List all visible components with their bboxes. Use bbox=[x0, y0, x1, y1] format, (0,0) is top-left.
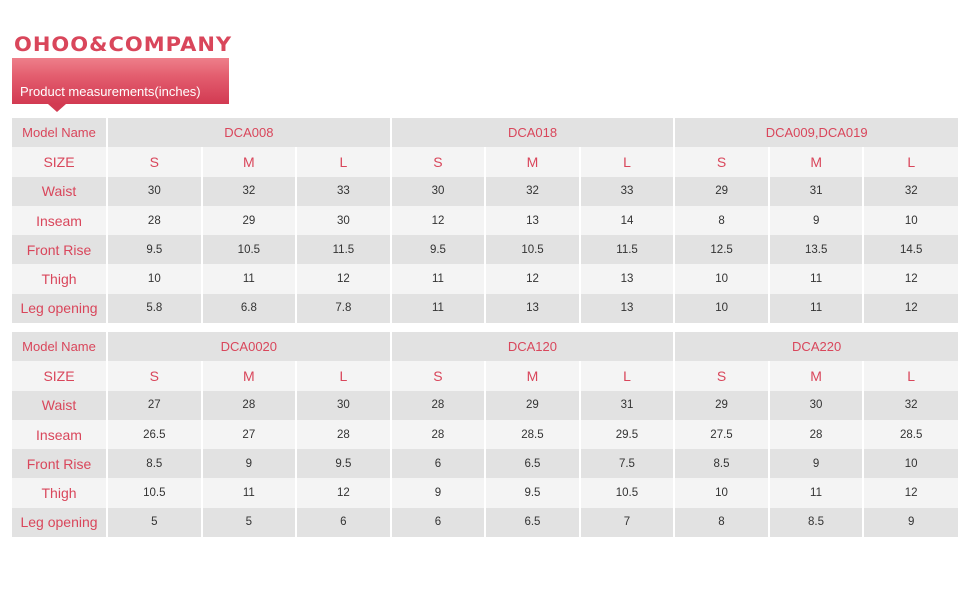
table-row bbox=[12, 147, 958, 176]
table-row bbox=[12, 361, 958, 390]
leg-opening-cell: 5 bbox=[107, 508, 202, 537]
size-cell: L bbox=[863, 361, 958, 390]
inseam-cell: 27.5 bbox=[674, 420, 769, 449]
inseam-cell: 26.5 bbox=[107, 420, 202, 449]
size-cell: S bbox=[674, 361, 769, 390]
size-cell: S bbox=[391, 361, 486, 390]
inseam-cell: 29.5 bbox=[580, 420, 675, 449]
size-cell: M bbox=[769, 361, 864, 390]
front-rise-cell: 14.5 bbox=[863, 235, 958, 264]
waist-cell: 32 bbox=[485, 177, 580, 206]
inseam-cell: 8 bbox=[674, 206, 769, 235]
thigh-label: Thigh bbox=[12, 264, 107, 293]
leg-opening-cell: 7 bbox=[580, 508, 675, 537]
size-cell: M bbox=[202, 361, 297, 390]
inseam-cell: 29 bbox=[202, 206, 297, 235]
thigh-cell: 13 bbox=[580, 264, 675, 293]
inseam-label: Inseam bbox=[12, 206, 107, 235]
waist-cell: 29 bbox=[674, 391, 769, 420]
model-header: DCA009,DCA019 bbox=[674, 118, 958, 147]
leg-opening-cell: 10 bbox=[674, 294, 769, 323]
thigh-cell: 11 bbox=[391, 264, 486, 293]
thigh-cell: 10 bbox=[107, 264, 202, 293]
inseam-cell: 28 bbox=[296, 420, 391, 449]
waist-cell: 32 bbox=[202, 177, 297, 206]
waist-cell: 28 bbox=[391, 391, 486, 420]
leg-opening-cell: 9 bbox=[863, 508, 958, 537]
waist-cell: 30 bbox=[107, 177, 202, 206]
thigh-cell: 11 bbox=[202, 264, 297, 293]
inseam-cell: 28 bbox=[391, 420, 486, 449]
front-rise-cell: 9.5 bbox=[107, 235, 202, 264]
banner-notch bbox=[48, 104, 66, 112]
table-row bbox=[12, 235, 958, 264]
inseam-cell: 28.5 bbox=[863, 420, 958, 449]
front-rise-cell: 12.5 bbox=[674, 235, 769, 264]
leg-opening-cell: 11 bbox=[391, 294, 486, 323]
size-cell: M bbox=[485, 361, 580, 390]
inseam-cell: 9 bbox=[769, 206, 864, 235]
waist-cell: 32 bbox=[863, 391, 958, 420]
thigh-cell: 12 bbox=[296, 478, 391, 507]
leg-opening-cell: 12 bbox=[863, 294, 958, 323]
size-cell: S bbox=[391, 147, 486, 176]
leg-opening-cell: 6.8 bbox=[202, 294, 297, 323]
model-header: DCA008 bbox=[107, 118, 391, 147]
front-rise-cell: 9 bbox=[769, 449, 864, 478]
leg-opening-cell: 13 bbox=[485, 294, 580, 323]
waist-cell: 33 bbox=[296, 177, 391, 206]
waist-cell: 32 bbox=[863, 177, 958, 206]
leg-opening-cell: 6 bbox=[296, 508, 391, 537]
size-cell: L bbox=[296, 147, 391, 176]
measurements-banner bbox=[12, 58, 229, 104]
front-rise-cell: 9.5 bbox=[391, 235, 486, 264]
thigh-label: Thigh bbox=[12, 478, 107, 507]
leg-opening-cell: 6.5 bbox=[485, 508, 580, 537]
leg-opening-cell: 8 bbox=[674, 508, 769, 537]
size-label: SIZE bbox=[12, 361, 107, 390]
thigh-cell: 10 bbox=[674, 264, 769, 293]
thigh-cell: 10.5 bbox=[107, 478, 202, 507]
front-rise-cell: 6.5 bbox=[485, 449, 580, 478]
thigh-cell: 11 bbox=[769, 478, 864, 507]
thigh-cell: 11 bbox=[202, 478, 297, 507]
model-header: DCA018 bbox=[391, 118, 675, 147]
size-label: SIZE bbox=[12, 147, 107, 176]
thigh-cell: 9.5 bbox=[485, 478, 580, 507]
table-row bbox=[12, 478, 958, 507]
front-rise-cell: 10 bbox=[863, 449, 958, 478]
leg-opening-cell: 7.8 bbox=[296, 294, 391, 323]
front-rise-label: Front Rise bbox=[12, 449, 107, 478]
waist-cell: 30 bbox=[391, 177, 486, 206]
leg-opening-cell: 6 bbox=[391, 508, 486, 537]
size-cell: L bbox=[580, 361, 675, 390]
front-rise-cell: 8.5 bbox=[674, 449, 769, 478]
thigh-cell: 11 bbox=[769, 264, 864, 293]
size-cell: M bbox=[769, 147, 864, 176]
model-header: DCA0020 bbox=[107, 332, 391, 361]
thigh-cell: 12 bbox=[863, 478, 958, 507]
leg-opening-label: Leg opening bbox=[12, 508, 107, 537]
waist-cell: 28 bbox=[202, 391, 297, 420]
waist-label: Waist bbox=[12, 391, 107, 420]
leg-opening-cell: 8.5 bbox=[769, 508, 864, 537]
leg-opening-cell: 13 bbox=[580, 294, 675, 323]
inseam-cell: 28 bbox=[769, 420, 864, 449]
waist-label: Waist bbox=[12, 177, 107, 206]
thigh-cell: 12 bbox=[863, 264, 958, 293]
thigh-cell: 9 bbox=[391, 478, 486, 507]
inseam-cell: 28 bbox=[107, 206, 202, 235]
size-table-1 bbox=[12, 118, 958, 323]
waist-cell: 33 bbox=[580, 177, 675, 206]
table-row bbox=[12, 332, 958, 361]
leg-opening-cell: 11 bbox=[769, 294, 864, 323]
banner-label: Product measurements(inches) bbox=[20, 84, 201, 99]
inseam-cell: 28.5 bbox=[485, 420, 580, 449]
front-rise-label: Front Rise bbox=[12, 235, 107, 264]
front-rise-cell: 11.5 bbox=[296, 235, 391, 264]
table-row bbox=[12, 264, 958, 293]
table-row bbox=[12, 177, 958, 206]
table-row bbox=[12, 508, 958, 537]
size-cell: S bbox=[107, 361, 202, 390]
model-name-label: Model Name bbox=[12, 118, 107, 147]
front-rise-cell: 7.5 bbox=[580, 449, 675, 478]
size-cell: L bbox=[580, 147, 675, 176]
table-row bbox=[12, 206, 958, 235]
table-row bbox=[12, 449, 958, 478]
thigh-cell: 10 bbox=[674, 478, 769, 507]
leg-opening-cell: 5 bbox=[202, 508, 297, 537]
inseam-label: Inseam bbox=[12, 420, 107, 449]
brand-logo: OHOO&COMPANY bbox=[14, 33, 233, 56]
inseam-cell: 27 bbox=[202, 420, 297, 449]
waist-cell: 27 bbox=[107, 391, 202, 420]
model-name-label: Model Name bbox=[12, 332, 107, 361]
leg-opening-label: Leg opening bbox=[12, 294, 107, 323]
waist-cell: 31 bbox=[769, 177, 864, 206]
front-rise-cell: 11.5 bbox=[580, 235, 675, 264]
waist-cell: 30 bbox=[769, 391, 864, 420]
front-rise-cell: 9.5 bbox=[296, 449, 391, 478]
table-row bbox=[12, 118, 958, 147]
waist-cell: 30 bbox=[296, 391, 391, 420]
inseam-cell: 14 bbox=[580, 206, 675, 235]
front-rise-cell: 13.5 bbox=[769, 235, 864, 264]
inseam-cell: 13 bbox=[485, 206, 580, 235]
inseam-cell: 12 bbox=[391, 206, 486, 235]
front-rise-cell: 10.5 bbox=[202, 235, 297, 264]
inseam-cell: 30 bbox=[296, 206, 391, 235]
size-table-2 bbox=[12, 332, 958, 537]
waist-cell: 29 bbox=[674, 177, 769, 206]
table-row bbox=[12, 391, 958, 420]
model-header: DCA220 bbox=[674, 332, 958, 361]
front-rise-cell: 8.5 bbox=[107, 449, 202, 478]
thigh-cell: 10.5 bbox=[580, 478, 675, 507]
front-rise-cell: 6 bbox=[391, 449, 486, 478]
inseam-cell: 10 bbox=[863, 206, 958, 235]
model-header: DCA120 bbox=[391, 332, 675, 361]
thigh-cell: 12 bbox=[485, 264, 580, 293]
size-cell: S bbox=[674, 147, 769, 176]
waist-cell: 31 bbox=[580, 391, 675, 420]
size-cell: L bbox=[863, 147, 958, 176]
size-cell: M bbox=[202, 147, 297, 176]
front-rise-cell: 9 bbox=[202, 449, 297, 478]
size-cell: L bbox=[296, 361, 391, 390]
size-cell: S bbox=[107, 147, 202, 176]
thigh-cell: 12 bbox=[296, 264, 391, 293]
leg-opening-cell: 5.8 bbox=[107, 294, 202, 323]
table-row bbox=[12, 294, 958, 323]
table-row bbox=[12, 420, 958, 449]
waist-cell: 29 bbox=[485, 391, 580, 420]
front-rise-cell: 10.5 bbox=[485, 235, 580, 264]
size-cell: M bbox=[485, 147, 580, 176]
